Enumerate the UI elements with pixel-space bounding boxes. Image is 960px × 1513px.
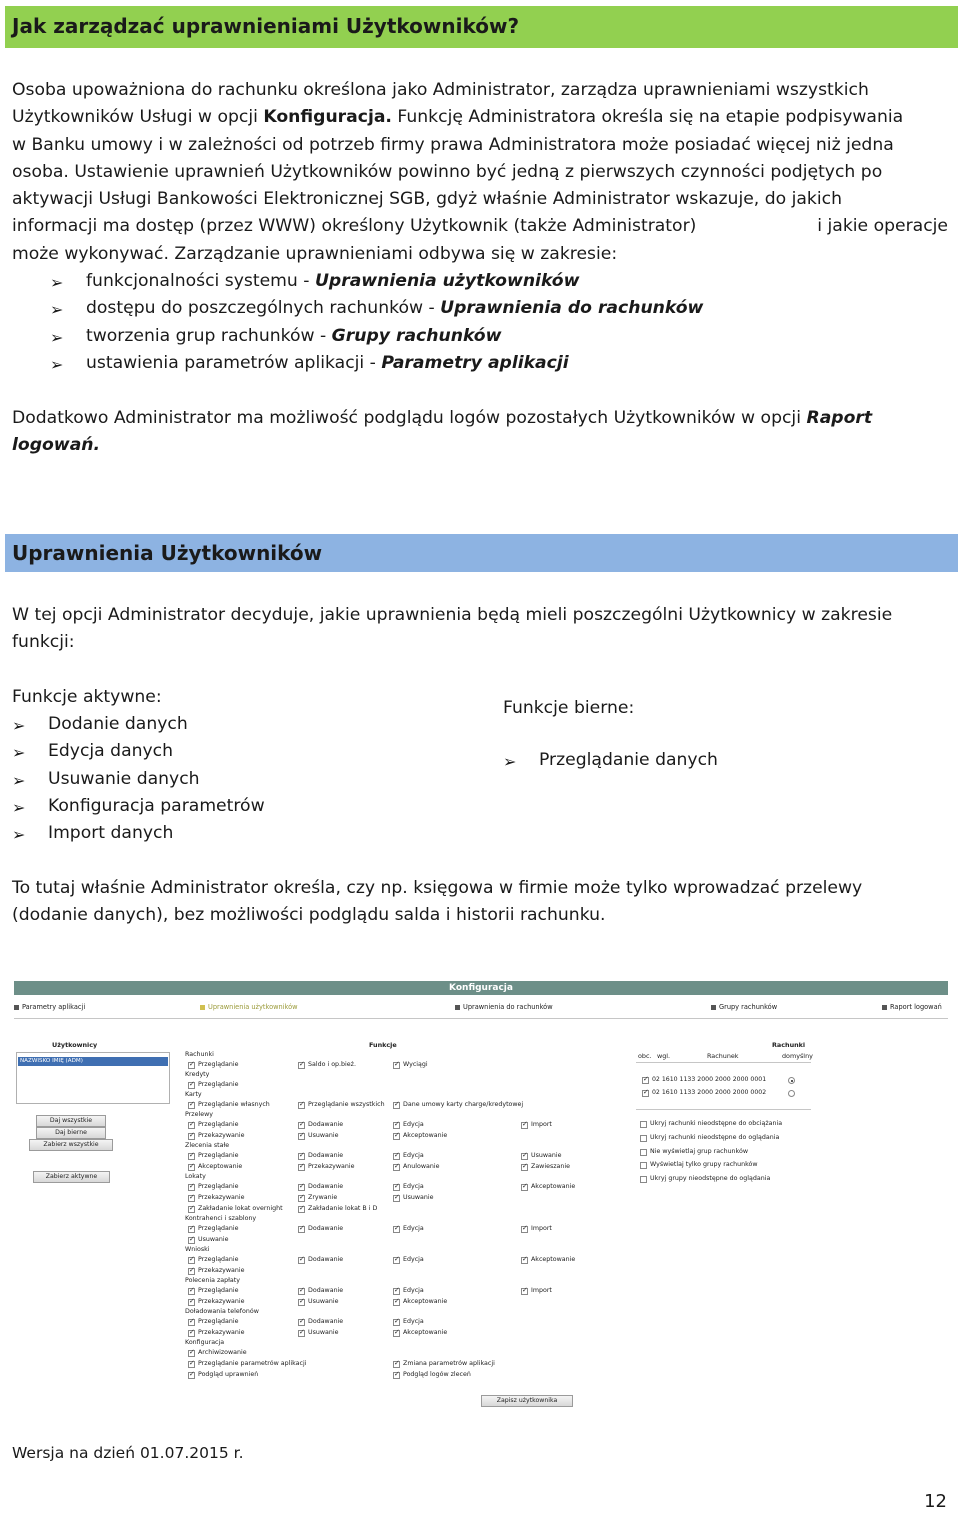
logs-paragraph: Dodatkowo Administrator ma możliwość podglądu logów pozostałych Użytkowników w opcji Raport logowań. bbox=[12, 408, 873, 456]
perm-checkbox[interactable]: ✓ Akceptowanie bbox=[393, 1132, 447, 1139]
perm-checkbox[interactable]: ✓ Przeglądanie bbox=[188, 1152, 239, 1159]
perm-checkbox[interactable]: ✓ Dane umowy karty charge/kredytowej bbox=[393, 1101, 523, 1108]
perm-checkbox[interactable]: ✓ Przekazywanie bbox=[188, 1194, 245, 1201]
acc-header-account: Rachunek bbox=[707, 1052, 739, 1060]
list-item: ➢ Przeglądanie danych bbox=[503, 747, 718, 774]
active-functions-label: Funkcje aktywne: bbox=[12, 687, 162, 707]
tab-bullet-icon bbox=[455, 1005, 460, 1010]
active-functions-list bbox=[12, 711, 265, 847]
perm-checkbox[interactable]: ✓ Edycja bbox=[393, 1287, 424, 1294]
perm-checkbox[interactable]: ✓ Przekazywanie bbox=[188, 1298, 245, 1305]
perm-checkbox[interactable]: ✓ Przekazywanie bbox=[298, 1163, 355, 1170]
list-item: ➢ dostępu do poszczególnych rachunków - Uprawnienia do rachunków bbox=[50, 295, 703, 322]
category-konfiguracja: Konfiguracja bbox=[185, 1339, 225, 1346]
tab-bullet-icon bbox=[711, 1005, 716, 1010]
page-number: 12 bbox=[924, 1491, 947, 1512]
category-kredyty: Kredyty bbox=[185, 1071, 210, 1078]
option-checkbox[interactable]: Wyświetlaj tylko grupy rachunków bbox=[640, 1161, 758, 1168]
perm-checkbox[interactable]: ✓ Import bbox=[521, 1121, 552, 1128]
perm-checkbox[interactable]: ✓ Przeglądanie bbox=[188, 1121, 239, 1128]
perm-checkbox[interactable]: ✓ Dodawanie bbox=[298, 1225, 343, 1232]
take-all-button[interactable]: Zabierz wszystkie bbox=[29, 1139, 113, 1151]
perm-checkbox[interactable]: ✓ Wyciągi bbox=[393, 1061, 428, 1068]
radio-icon[interactable] bbox=[788, 1090, 795, 1097]
users-column-header: Użytkownicy bbox=[52, 1041, 98, 1049]
perm-checkbox[interactable]: ✓ Dodawanie bbox=[298, 1121, 343, 1128]
section-heading-user-permissions: Uprawnienia Użytkowników bbox=[5, 534, 958, 572]
give-all-button[interactable]: Daj wszystkie bbox=[36, 1115, 106, 1127]
functions-column-header: Funkcje bbox=[369, 1041, 397, 1049]
arrow-bullet-icon: ➢ bbox=[12, 716, 26, 735]
category-wnioski: Wnioski bbox=[185, 1246, 210, 1253]
config-tabs bbox=[14, 1003, 948, 1015]
section-heading-manage-permissions: Jak zarządzać uprawnieniami Użytkowników? bbox=[5, 6, 958, 48]
arrow-bullet-icon: ➢ bbox=[50, 300, 64, 320]
perm-checkbox[interactable]: ✓ Przeglądanie własnych bbox=[188, 1101, 270, 1108]
config-title-bar: Konfiguracja bbox=[14, 981, 948, 995]
acc-header-all: obc. bbox=[638, 1052, 652, 1060]
divider bbox=[14, 1018, 948, 1019]
configuration-screenshot bbox=[14, 981, 948, 1411]
perm-checkbox[interactable]: ✓ Przeglądanie bbox=[188, 1256, 239, 1263]
option-checkbox[interactable]: Ukryj rachunki nieodstępne do oglądania bbox=[640, 1134, 779, 1141]
tab-application-parameters[interactable]: Parametry aplikacji bbox=[14, 1003, 85, 1011]
perm-checkbox[interactable]: ✓ Zawieszanie bbox=[521, 1163, 570, 1170]
section2-example-paragraph: To tutaj właśnie Administrator określa, czy np. księgowa w firmie może tylko wprowadzać przelewy (dodanie danych), bez możliwości podglądu salda i historii rachunku. bbox=[12, 878, 863, 926]
list-item: ➢ Edycja danych bbox=[12, 738, 265, 765]
arrow-bullet-icon: ➢ bbox=[50, 273, 64, 292]
perm-checkbox[interactable]: ✓ Zmiana parametrów aplikacji bbox=[393, 1360, 495, 1367]
perm-checkbox[interactable]: ✓ Przeglądanie bbox=[188, 1081, 239, 1088]
perm-checkbox[interactable]: ✓ Usuwanie bbox=[521, 1152, 562, 1159]
perm-checkbox[interactable]: ✓ Dodawanie bbox=[298, 1152, 343, 1159]
tab-bullet-icon bbox=[14, 1005, 19, 1010]
perm-checkbox[interactable]: ✓ Przekazywanie bbox=[188, 1329, 245, 1336]
category-karty: Karty bbox=[185, 1091, 202, 1098]
perm-checkbox[interactable]: ✓ Zakładanie lokat B i D bbox=[298, 1205, 377, 1212]
tab-login-report[interactable]: Raport logowań bbox=[882, 1003, 942, 1011]
list-item: ➢ ustawienia parametrów aplikacji - Parametry aplikacji bbox=[50, 350, 703, 377]
perm-checkbox[interactable]: ✓ Usuwanie bbox=[298, 1329, 339, 1336]
category-przelewy: Przelewy bbox=[185, 1111, 213, 1118]
perm-checkbox[interactable]: ✓ Usuwanie bbox=[188, 1236, 229, 1243]
tab-bullet-icon bbox=[200, 1005, 205, 1010]
tab-account-permissions[interactable]: Uprawnienia do rachunków bbox=[455, 1003, 553, 1011]
users-list[interactable] bbox=[16, 1052, 170, 1104]
option-checkbox[interactable]: Ukryj rachunki nieodstępne do obciążania bbox=[640, 1120, 782, 1127]
divider bbox=[636, 1109, 811, 1110]
arrow-bullet-icon: ➢ bbox=[50, 327, 64, 347]
section2-intro: W tej opcji Administrator decyduje, jakie uprawnienia będą mieli poszczególni Użytkownicy w zakresie funkcji: bbox=[12, 605, 893, 653]
perm-checkbox[interactable]: ✓ Akceptowanie bbox=[393, 1329, 447, 1336]
perm-checkbox[interactable]: ✓ Zakładanie lokat overnight bbox=[188, 1205, 283, 1212]
perm-checkbox[interactable]: ✓ Akceptowanie bbox=[521, 1256, 575, 1263]
radio-icon[interactable] bbox=[788, 1077, 795, 1084]
take-active-button[interactable]: Zabierz aktywne bbox=[33, 1171, 110, 1183]
perm-checkbox[interactable]: ✓ Przeglądanie bbox=[188, 1183, 239, 1190]
accounts-column-header: Rachunki bbox=[772, 1041, 806, 1049]
perm-checkbox[interactable]: ✓ Edycja bbox=[393, 1318, 424, 1325]
perm-checkbox[interactable]: ✓ Przeglądanie parametrów aplikacji bbox=[188, 1360, 306, 1367]
perm-checkbox[interactable]: ✓ Archiwizowanie bbox=[188, 1349, 247, 1356]
perm-checkbox[interactable]: ✓ Dodawanie bbox=[298, 1256, 343, 1263]
checkbox-icon[interactable] bbox=[642, 1090, 649, 1097]
category-kontrahenci: Kontrahenci i szablony bbox=[185, 1215, 257, 1222]
perm-checkbox[interactable]: ✓ Podgląd logów zleceń bbox=[393, 1371, 471, 1378]
account-row[interactable]: ✓ 02 1610 1133 2000 2000 2000 0002 bbox=[640, 1089, 810, 1098]
perm-checkbox[interactable]: ✓ Przekazywanie bbox=[188, 1267, 245, 1274]
perm-checkbox[interactable]: ✓ Dodawanie bbox=[298, 1318, 343, 1325]
arrow-bullet-icon: ➢ bbox=[12, 743, 26, 763]
intro-paragraph: Osoba upoważniona do rachunku określona jako Administrator, zarządza uprawnieniami wszystkich Użytkowników Usługi w opcji Konfiguracja. Funkcję Administratora określa się na etapie podpisywania w Banku umowy i w zależności od potrzeb firmy prawa Administratora może posiadać więcej niż jedna osoba. Ustawienie uprawnień Użytkowników powinno być jedną z pierwszych czynności podjętych po aktywacji Usługi Bankowości Elektronicznej SGB, gdyż właśnie Administrator wskazuje, do jakich informacji ma dostęp (przez WWW) określony Użytkownik (także Administrator) i jakie operacje może wykonywać. Zarządzanie uprawnieniami odbywa się w zakresie: bbox=[12, 80, 948, 264]
category-rachunki: Rachunki bbox=[185, 1051, 214, 1058]
list-item: ➢ Import danych bbox=[12, 820, 265, 847]
perm-checkbox[interactable]: ✓ Usuwanie bbox=[393, 1194, 434, 1201]
arrow-bullet-icon: ➢ bbox=[12, 797, 26, 817]
give-passive-button[interactable]: Daj bierne bbox=[36, 1127, 106, 1139]
perm-checkbox[interactable]: ✓ Przeglądanie bbox=[188, 1318, 239, 1325]
perm-checkbox[interactable]: ✓ Edycja bbox=[393, 1225, 424, 1232]
perm-checkbox[interactable]: ✓ Usuwanie bbox=[298, 1298, 339, 1305]
arrow-bullet-icon: ➢ bbox=[12, 770, 26, 790]
acc-header-own: wgl. bbox=[657, 1052, 671, 1060]
perm-checkbox[interactable]: ✓ Przeglądanie wszystkich bbox=[298, 1101, 385, 1108]
divider bbox=[636, 1062, 811, 1063]
perm-checkbox[interactable]: ✓ Przeglądanie bbox=[188, 1061, 239, 1068]
perm-checkbox[interactable]: ✓ Przeglądanie bbox=[188, 1287, 239, 1294]
perm-checkbox[interactable]: ✓ Edycja bbox=[393, 1121, 424, 1128]
checkbox-icon[interactable] bbox=[642, 1077, 649, 1084]
category-polecenia: Polecenia zapłaty bbox=[185, 1277, 240, 1284]
category-zlecenia: Zlecenia stałe bbox=[185, 1142, 230, 1149]
scope-list bbox=[50, 268, 703, 377]
arrow-bullet-icon: ➢ bbox=[12, 825, 26, 845]
perm-checkbox[interactable]: ✓ Edycja bbox=[393, 1152, 424, 1159]
perm-checkbox[interactable]: ✓ Import bbox=[521, 1225, 552, 1232]
acc-header-default: domyślny bbox=[782, 1052, 813, 1060]
arrow-bullet-icon: ➢ bbox=[50, 354, 64, 374]
tab-user-permissions[interactable]: Uprawnienia użytkowników bbox=[200, 1003, 298, 1011]
perm-checkbox[interactable]: ✓ Zrywanie bbox=[298, 1194, 337, 1201]
perm-checkbox[interactable]: ✓ Edycja bbox=[393, 1256, 424, 1263]
perm-checkbox[interactable]: ✓ Dodawanie bbox=[298, 1183, 343, 1190]
perm-checkbox[interactable]: ✓ Podgląd uprawnień bbox=[188, 1371, 258, 1378]
perm-checkbox[interactable]: ✓ Przeglądanie bbox=[188, 1225, 239, 1232]
option-checkbox[interactable]: Ukryj grupy nieodstępne do oglądania bbox=[640, 1175, 770, 1182]
account-row[interactable]: ✓ 02 1610 1133 2000 2000 2000 0001 bbox=[640, 1076, 810, 1085]
passive-functions-label: Funkcje bierne: bbox=[503, 698, 635, 718]
perm-checkbox[interactable]: ✓ Akceptowanie bbox=[521, 1183, 575, 1190]
arrow-bullet-icon: ➢ bbox=[503, 752, 517, 771]
category-lokaty: Lokaty bbox=[185, 1173, 206, 1180]
perm-checkbox[interactable]: ✓ Przekazywanie bbox=[188, 1132, 245, 1139]
save-user-button[interactable]: Zapisz użytkownika bbox=[481, 1395, 573, 1407]
option-checkbox[interactable]: Nie wyświetlaj grup rachunków bbox=[640, 1148, 748, 1155]
list-item: ➢ Dodanie danych bbox=[12, 711, 265, 738]
category-doladowania: Doładowania telefonów bbox=[185, 1308, 259, 1315]
perm-checkbox[interactable]: ✓ Anulowanie bbox=[393, 1163, 440, 1170]
perm-checkbox[interactable]: ✓ Saldo i op.bież. bbox=[298, 1061, 356, 1068]
list-item: ➢ Usuwanie danych bbox=[12, 766, 265, 793]
tab-account-groups[interactable]: Grupy rachunków bbox=[711, 1003, 777, 1011]
list-item: ➢ funkcjonalności systemu - Uprawnienia użytkowników bbox=[50, 268, 703, 295]
passive-functions-list bbox=[503, 747, 718, 774]
perm-checkbox[interactable]: ✓ Dodawanie bbox=[298, 1287, 343, 1294]
list-item: ➢ Konfiguracja parametrów bbox=[12, 793, 265, 820]
perm-checkbox[interactable]: ✓ Akceptowanie bbox=[188, 1163, 242, 1170]
perm-checkbox[interactable]: ✓ Akceptowanie bbox=[393, 1298, 447, 1305]
tab-bullet-icon bbox=[882, 1005, 887, 1010]
perm-checkbox[interactable]: ✓ Usuwanie bbox=[298, 1132, 339, 1139]
version-footer: Wersja na dzień 01.07.2015 r. bbox=[12, 1444, 244, 1462]
perm-checkbox[interactable]: ✓ Import bbox=[521, 1287, 552, 1294]
list-item: ➢ tworzenia grup rachunków - Grupy rachunków bbox=[50, 323, 703, 350]
perm-checkbox[interactable]: ✓ Edycja bbox=[393, 1183, 424, 1190]
user-list-item-selected[interactable]: NAZWISKO IMIĘ (ADM) bbox=[18, 1057, 168, 1066]
